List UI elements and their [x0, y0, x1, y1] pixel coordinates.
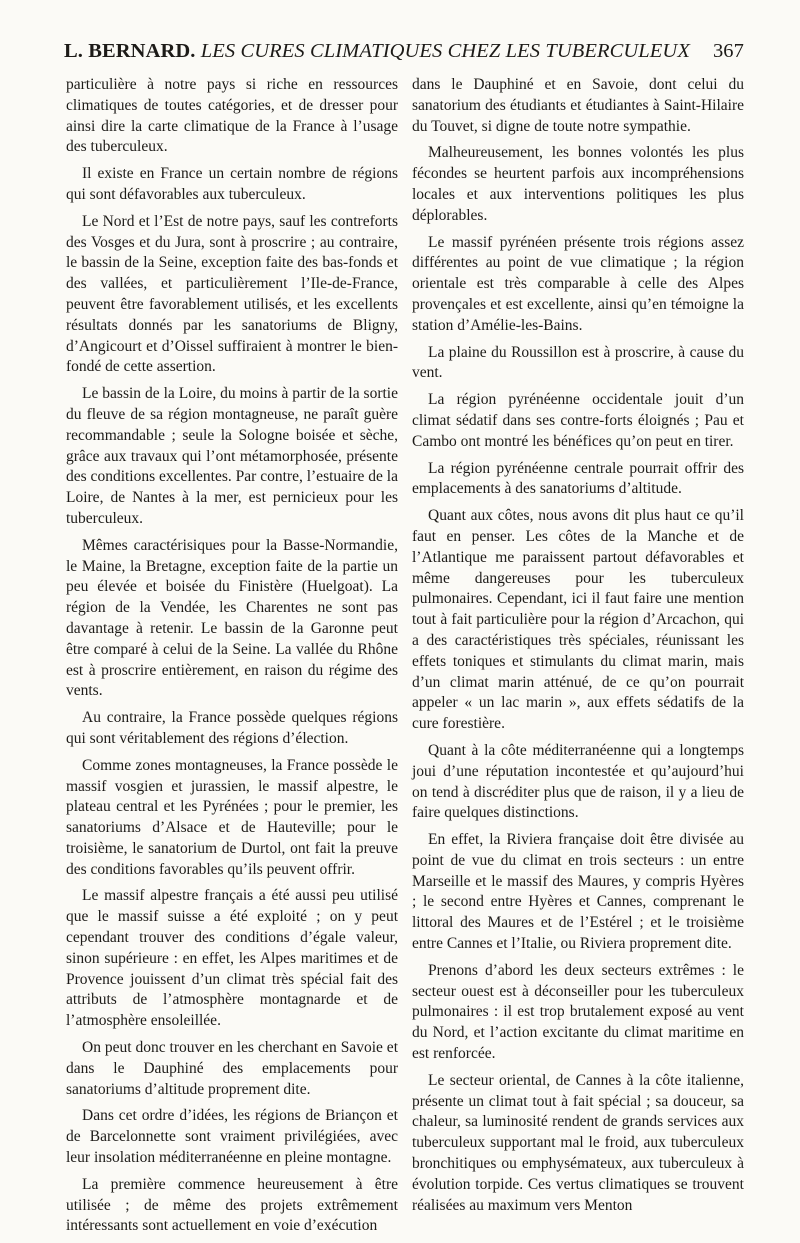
paragraph: Il existe en France un certain nombre de régions qui sont défavorables aux tuberculeux. [66, 165, 398, 203]
page-number: 367 [712, 40, 744, 62]
paragraph: Le massif pyrénéen présente trois régions assez différentes au point de vue climatique ; la région orientale est très comparable à celle des Alpes provençales et est excellente, ainsi qu’en témoigne la station d’Amélie-les-Bains. [412, 233, 744, 334]
paragraph: La région pyrénéenne occidentale jouit d’un climat sédatif dans ses contre-forts éloignés ; Pau et Cambo ont montré les bénéfices qu’on peut en tirer. [412, 391, 744, 450]
paragraph: Prenons d’abord les deux secteurs extrêmes : le secteur ouest est à déconseiller pour les tuberculeux pulmonaires : il est trop brutalement exposé au vent du Nord, et l’action excitante du climat maritime en est renforcée. [412, 961, 744, 1063]
paragraph: Mêmes caractérisiques pour la Basse-Normandie, le Maine, la Bretagne, exception faite de la partie un peu élevée et boisée du Finistère (Huelgoat). La région de la Vendée, les Charentes ne sont pas davantage à retenir. Le bassin de la Garonne peut être comparé à celui de la Seine. La vallée du Rhône est à proscrire entièrement, en raison du régime des vents. [66, 536, 398, 700]
right-column [412, 75, 744, 1222]
paragraph: Dans cet ordre d’idées, les régions de Briançon et de Barcelonnette sont vraiment privilégiées, avec leur insolation méditerranéenne en pleine montagne. [66, 1107, 398, 1167]
paragraph: Malheureusement, les bonnes volontés les plus fécondes se heurtent parfois aux incompréhensions locales et aux interventions politiques les plus déplorables. [412, 144, 744, 224]
paragraph: Le massif alpestre français a été aussi peu utilisé que le massif suisse a été exploité ; on y peut cependant trouver des conditions d’égale valeur, sinon supérieure : en effet, les Alpes maritimes et de Provence jouissent d’un climat très spécial fait des attributs de l’atmosphère montagnarde et de l’atmosphère ensoleillée. [66, 887, 398, 1030]
paragraph: dans le Dauphiné et en Savoie, dont celui du sanatorium des étudiants et étudiantes à Saint-Hilaire du Touvet, si digne de toute notre sympathie. [412, 76, 744, 135]
paragraph: Quant à la côte méditerranéenne qui a longtemps joui d’une réputation incontestée et qu’aujourd’hui on tend à discréditer plus que de raison, il y a lieu de faire quelques distinctions. [412, 741, 744, 822]
paragraph: Le bassin de la Loire, du moins à partir de la sortie du fleuve de sa région montagneuse, ne paraît guère recommandable ; seule la Sologne boisée et sèche, grâce aux travaux qui l’ont métamorphosée, présente des conditions excellentes. Par contre, l’estuaire de la Loire, de Nantes à la mer, est pernicieux pour les tuberculeux. [66, 385, 398, 527]
paragraph: Au contraire, la France possède quelques régions qui sont véritablement des régions d’élection. [66, 709, 398, 747]
running-head-title: LES CURES CLIMATIQUES CHEZ LES TUBERCULEUX [200, 40, 690, 62]
running-head [64, 40, 744, 63]
paragraph: La première commence heureusement à être utilisée ; de même des projets extrêmement intéressants sont actuellement en voie d’exécution [66, 1175, 398, 1235]
paragraph: Quant aux côtes, nous avons dit plus haut ce qu’il faut en penser. Les côtes de la Manche et de l’Atlantique me paraissent partout défavorables et même dangereuses pour les tuberculeux pulmonaires. Cependant, ici il faut faire une mention tout à fait particulière pour la région d’Arcachon, qui a des caractéristiques très spéciales, réunissant les effets toniques et stimulants du climat marin, mais d’un climat marin atténué, de ce qu’on pourrait appeler « un lac marin », aux effets sédatifs de la cure forestière. [412, 507, 744, 733]
paragraph: En effet, la Riviera française doit être divisée au point de vue du climat en trois secteurs : un entre Marseille et le massif des Maures, y compris Hyères ; le second entre Hyères et Cannes, comprenant le littoral des Maures et de l’Estérel ; et le troisième entre Cannes et l’Italie, ou Riviera proprement dite. [412, 831, 744, 953]
paragraph: Le secteur oriental, de Cannes à la côte italienne, présente un climat tout à fait spécial ; sa douceur, sa chaleur, sa luminosité rendent de grands services aux tuberculeux supportant mal le froid, aux tuberculeux bronchitiques ou emphysémateux, aux tuberculeux à évolution torpide. Ces vertus climatiques se trouvent réalisées au maximum vers Menton [412, 1071, 744, 1214]
paragraph: La région pyrénéenne centrale pourrait offrir des emplacements à des sanatoriums d’altitude. [412, 459, 744, 498]
paragraph: La plaine du Roussillon est à proscrire, à cause du vent. [412, 343, 744, 382]
left-column [66, 75, 398, 1243]
paragraph: Le Nord et l’Est de notre pays, sauf les contreforts des Vosges et du Jura, sont à proscrire ; au contraire, le bassin de la Seine, exception faite des bas-fonds et des vallées, et particulièrement l’Ile-de-France, peuvent être favorablement utilisés, et les excellents résultats donnés par les sanatoriums de Bligny, d’Angicourt et d’Oissel suffiraient à montrer le bien-fondé de cette assertion. [66, 212, 398, 376]
paragraph: Comme zones montagneuses, la France possède le massif vosgien et jurassien, le massif alpestre, le plateau central et les Pyrénées ; pour le premier, les sanatoriums d’Alsace et de Hauteville; pour le troisième, le sanatorium de Durtol, ont fait la preuve des conditions favorables qu’ils peuvent offrir. [66, 756, 398, 878]
paragraph: particulière à notre pays si riche en ressources climatiques de toutes catégories, et de dresser pour ainsi dire la carte climatique de la France à l’usage des tuberculeux. [66, 76, 398, 156]
paragraph: On peut donc trouver en les cherchant en Savoie et dans le Dauphiné des emplacements pour sanatoriums d’altitude proprement dite. [66, 1039, 398, 1098]
running-head-author: L. BERNARD. [64, 40, 196, 62]
